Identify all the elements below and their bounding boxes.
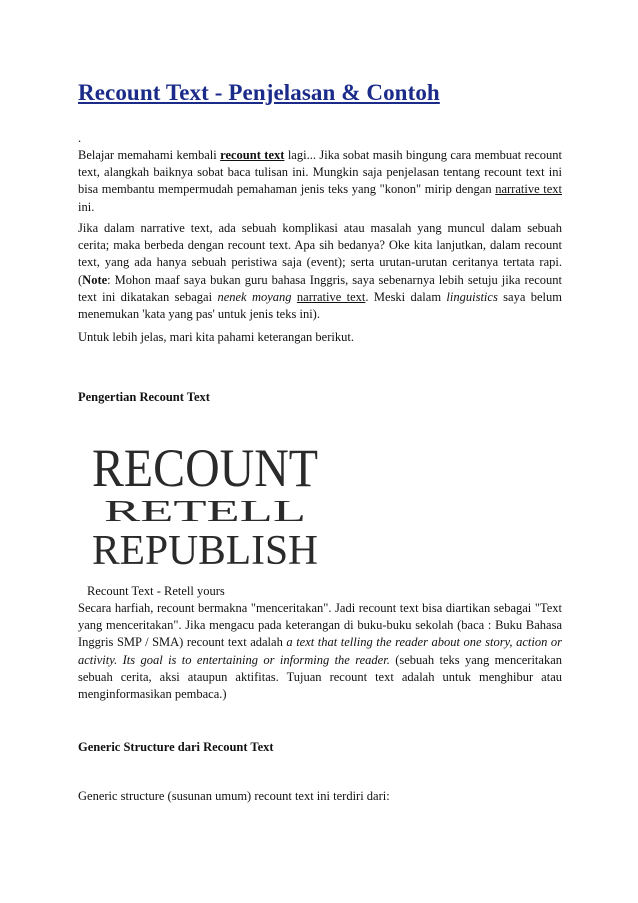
intro-paragraph-2 [78,220,562,323]
section-heading-pengertian: Pengertian Recount Text [78,390,210,404]
image-word-retell: RETELL [104,493,306,528]
italic-phrase: nenek moyang [217,289,292,304]
intro-text: lagi... Jika sobat masih bingung cara membuat recount text, alangkah baiknya sobat baca tulisan ini. Mungkin saja penjelasan tentang recount text ini bisa membantu mempermudah pemahaman jenis teks yang "konon" mirip dengan [78,148,562,197]
body-text: (sebuah teks yang menceritakan sebuah cerita, aksi ataupun aktifitas. Tujuan recount text adalah untuk menghibur atau menginformasikan pembaca.) [78,652,562,702]
intro-text: ini. [78,199,95,214]
recount-text-link[interactable]: recount text [220,148,285,162]
narrative-text-link[interactable]: narrative text [495,182,562,197]
page-title: Recount Text - Penjelasan & Contoh [78,80,440,105]
image-word-republish: REPUBLISH [92,528,318,574]
intro-text: : Mohon maaf saya bukan guru bahasa Inggris, saya sebenarnya lebih setuju jika recount text ini dikatakan sebagai [78,272,562,304]
generic-structure-paragraph: Generic structure (susunan umum) recount text ini terdiri dari: [78,789,390,803]
italic-linguistics: linguistics [446,289,498,304]
definition-italic: a text that telling the reader about one story, action or activity. Its goal is to entertaining or informing the reader. [78,635,563,667]
intro-text: . Meski dalam [365,289,447,304]
image-word-recount: RECOUNT [92,438,319,498]
intro-paragraph-3: Untuk lebih jelas, mari kita pahami keterangan berikut. [78,330,354,344]
recount-retell-republish-image [90,436,320,574]
section-heading-generic-structure: Generic Structure dari Recount Text [78,740,274,754]
intro-text: Jika dalam narrative text, ada sebuah komplikasi atau masalah yang muncul dalam sebuah cerita; maka berbeda dengan recount text. Apa sih bedanya? Oke kita lanjutkan, dalam recount text, yang ada hanya sebuah peristiwa saja (event); serta urutan-urutan ceritanya tertata rapi. ( [78,221,562,287]
image-caption: Recount Text - Retell yours [87,584,225,598]
pengertian-paragraph [78,600,562,703]
intro-text: Belajar memahami kembali [78,148,221,162]
intro-paragraph-1 [78,147,562,216]
body-text: Secara harfiah, recount bermakna "menceritakan". Jadi recount text bisa diartikan sebagai "Text yang menceritakan". Jika mengacu pada keterangan di buku-buku sekolah (baca : Buku Bahasa Inggris SMP / SMA) recount text adalah [78,601,562,650]
note-label: Note [82,272,108,287]
narrative-text-link-2[interactable]: narrative text [296,289,366,304]
intro-text: saya belum menemukan 'kata yang pas' untuk jenis teks ini). [78,289,562,322]
separator-dot: . [78,131,82,145]
